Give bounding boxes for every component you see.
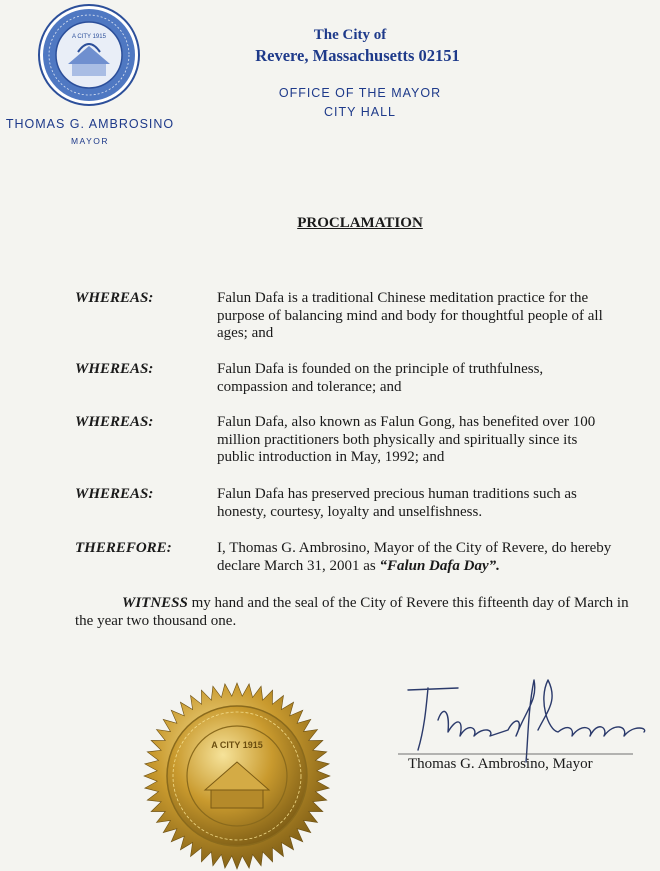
seal-lettering: A CITY 1915 <box>72 34 106 40</box>
falun-dafa-day: “Falun Dafa Day”. <box>379 557 500 574</box>
clause-text: Falun Dafa, also known as Falun Gong, has benefited over 100 million practitioners both physically and spiritually since its public introduction in May, 1992; and <box>217 414 596 465</box>
proclamation-title: PROCLAMATION <box>297 215 423 231</box>
gold-seal-icon <box>143 682 331 870</box>
signature-icon <box>398 670 660 770</box>
witness-lead: WITNESS <box>122 595 188 611</box>
clause-label: WHEREAS: <box>75 414 154 430</box>
office-of-mayor: OFFICE OF THE MAYOR <box>278 86 442 100</box>
clause-text: Falun Dafa has preserved precious human traditions such as honesty, courtesy, loyalty and unselfishness. <box>217 486 577 520</box>
mayor-name-header: THOMAS G. AMBROSINO <box>5 117 175 131</box>
witness-paragraph <box>75 594 640 630</box>
clause-text: Falun Dafa is a traditional Chinese meditation practice for the purpose of balancing mind and body for thoughtful people of all ages; and <box>217 290 603 341</box>
city-name-line2: Revere, Massachusetts 02151 <box>255 46 460 65</box>
therefore-body: I, Thomas G. Ambrosino, Mayor of the City of Revere, do hereby declare March 31, 2001 as <box>217 540 612 574</box>
gold-seal-lettering: A CITY 1915 <box>211 740 263 750</box>
mayor-title-header: MAYOR <box>70 136 110 146</box>
clause-text: Falun Dafa is founded on the principle of truthfulness, compassion and tolerance; and <box>217 361 544 395</box>
witness-text: my hand and the seal of the City of Revere this fifteenth day of March in the year two thousand one. <box>75 595 629 629</box>
clause-label: WHEREAS: <box>75 361 154 377</box>
clause-label: WHEREAS: <box>75 486 154 502</box>
city-seal-icon <box>38 4 140 106</box>
signature-printed-name: Thomas G. Ambrosino, Mayor <box>408 756 593 772</box>
therefore-text <box>217 540 612 575</box>
clause-label: WHEREAS: <box>75 290 154 306</box>
city-hall: CITY HALL <box>324 105 396 119</box>
city-name-line1: The City of <box>313 27 387 43</box>
therefore-label: THEREFORE: <box>75 540 172 556</box>
